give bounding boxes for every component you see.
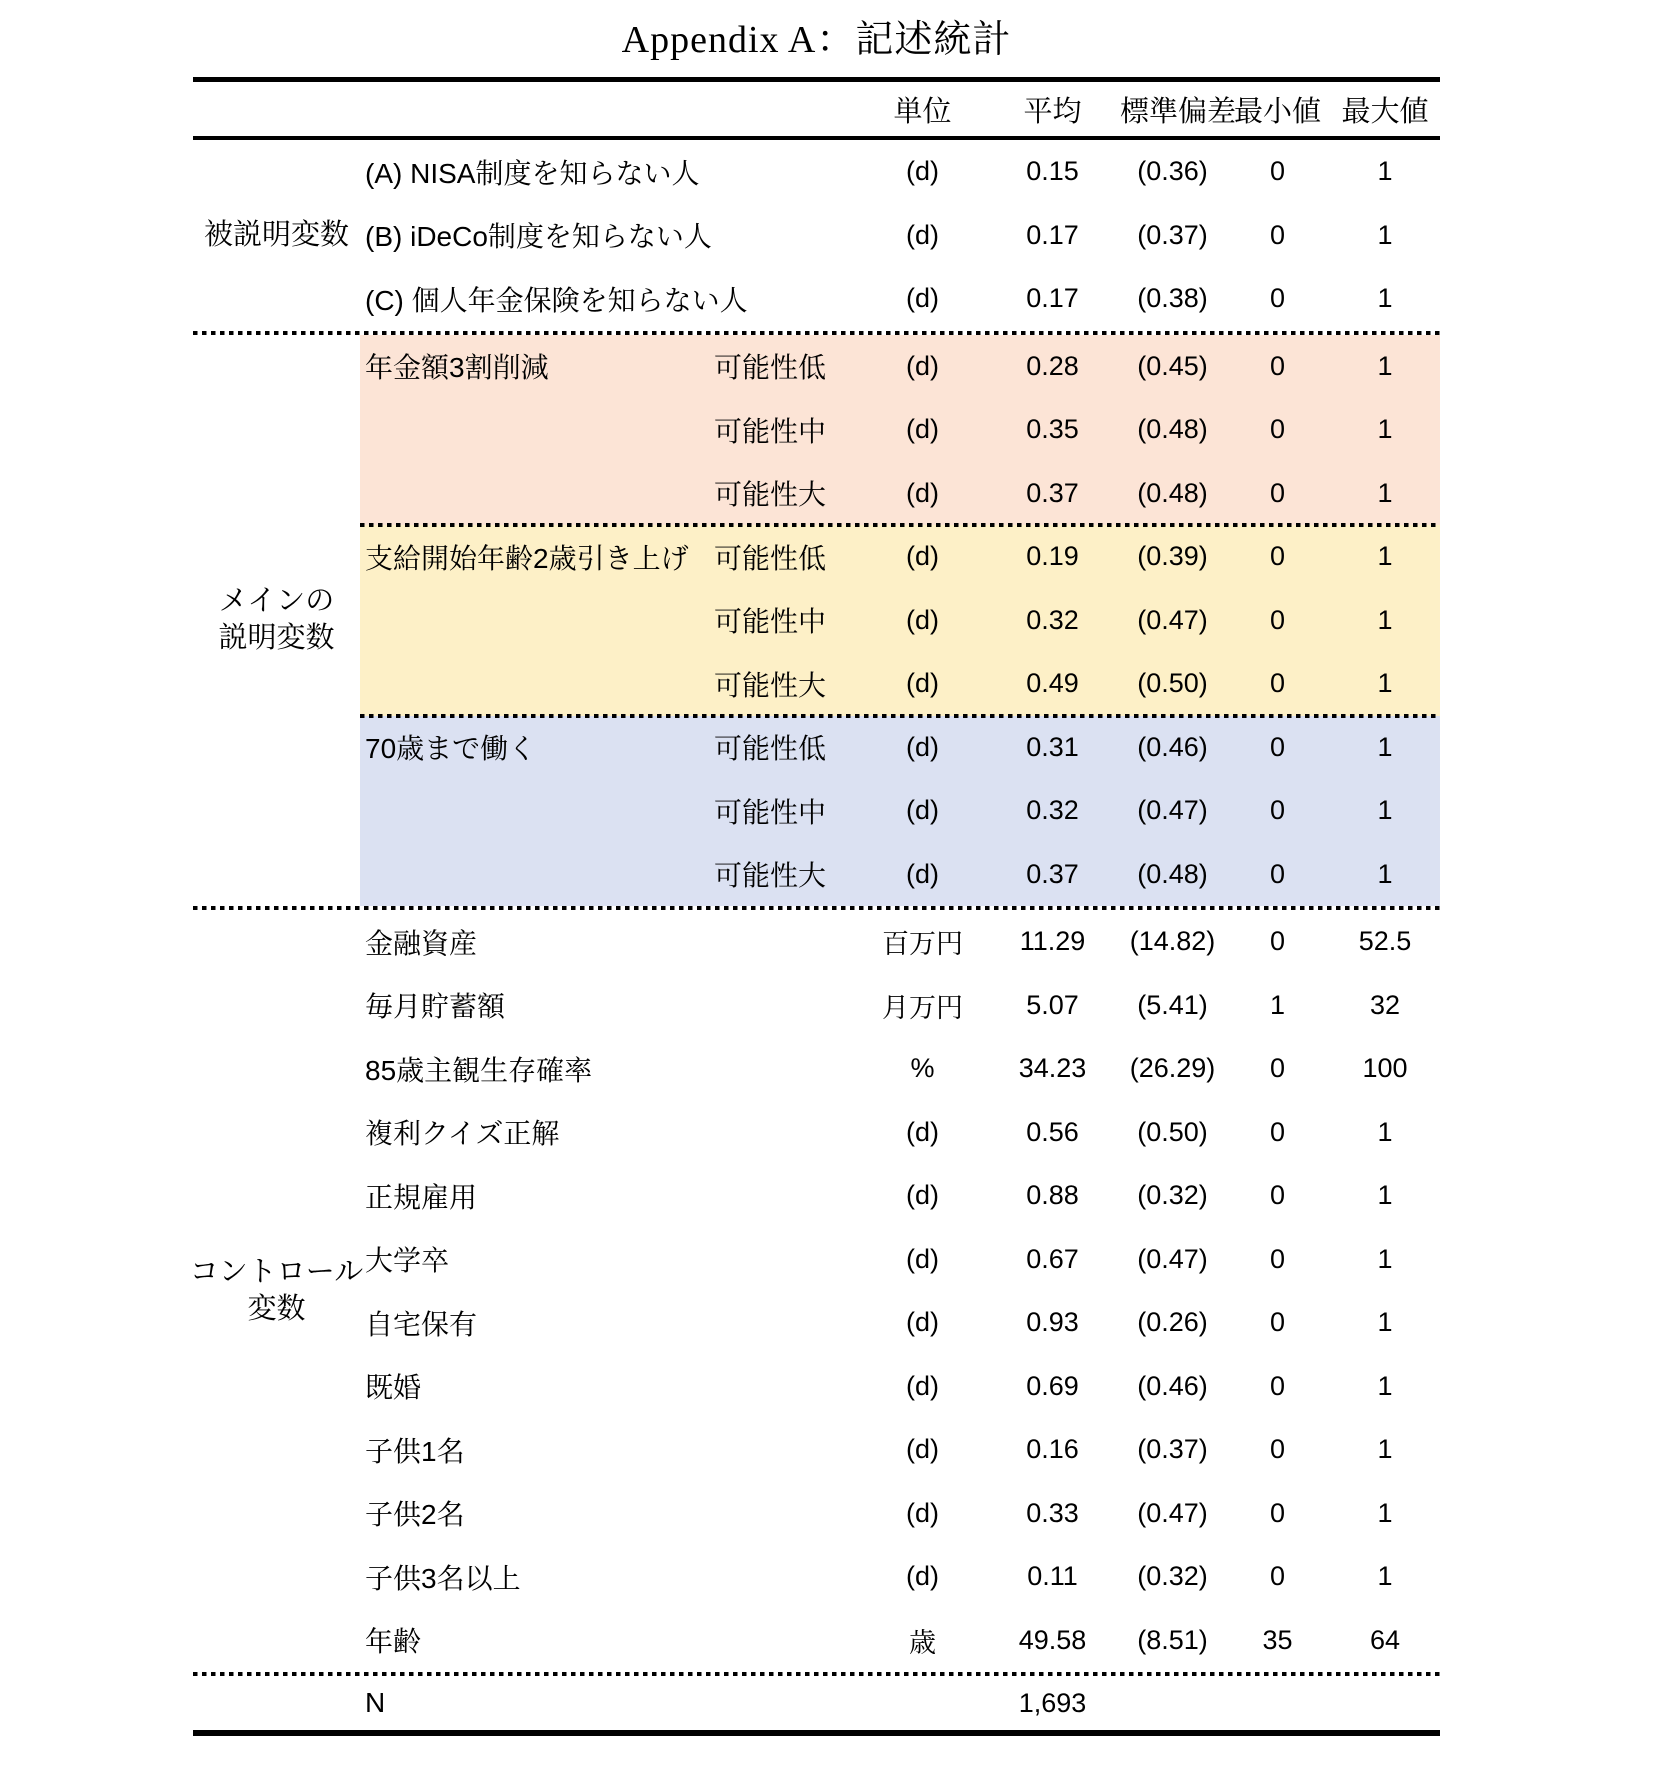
min-value: 0 <box>1269 219 1286 250</box>
mean-value: 5.07 <box>1026 989 1079 1020</box>
max-value: 1 <box>1377 156 1393 187</box>
table-row <box>360 1164 1440 1228</box>
unit-value: (d) <box>906 1434 939 1465</box>
variable-name: 複利クイズ正解 <box>365 1118 560 1150</box>
table-row <box>360 1037 1440 1101</box>
mean-value: 0.32 <box>1026 795 1079 826</box>
mean-value: 0.17 <box>1026 219 1079 250</box>
max-value: 1 <box>1377 668 1393 699</box>
sd-value: (0.37) <box>1137 1434 1208 1465</box>
main-explanatory-rows <box>360 335 1440 907</box>
sd-value: (0.47) <box>1137 795 1208 826</box>
min-value: 0 <box>1269 541 1286 572</box>
table-row <box>360 1482 1440 1546</box>
col-header-unit: 単位 <box>893 95 952 128</box>
variable-name: 金融資産 <box>365 927 478 959</box>
min-value: 0 <box>1269 731 1286 762</box>
max-value: 1 <box>1377 1561 1393 1592</box>
likelihood-label: 可能性大 <box>714 479 827 511</box>
sd-value: (0.50) <box>1137 1116 1208 1147</box>
min-value: 0 <box>1269 156 1286 187</box>
group-label-dependent-variables <box>193 140 360 331</box>
unit-value: (d) <box>906 1497 939 1528</box>
variable-name: 85歳主観生存確率 <box>365 1054 593 1086</box>
min-value: 0 <box>1269 1053 1286 1084</box>
section-control-variables <box>189 910 1440 1672</box>
mean-value: 0.17 <box>1026 283 1079 314</box>
min-value: 0 <box>1269 795 1286 826</box>
max-value: 1 <box>1377 350 1393 381</box>
unit-value: (d) <box>906 731 939 762</box>
group-label-main-explanatory <box>193 335 360 907</box>
highlight-block-blue <box>360 716 1440 907</box>
mean-value: 49.58 <box>1018 1624 1087 1655</box>
min-value: 0 <box>1269 926 1286 957</box>
variable-name: 自宅保有 <box>365 1308 478 1340</box>
table-row <box>360 716 1440 780</box>
sd-value: (0.46) <box>1137 1370 1208 1401</box>
unit-value: (d) <box>906 219 939 250</box>
max-value: 1 <box>1377 1307 1393 1338</box>
variable-name: 子供3名以上 <box>365 1562 521 1594</box>
unit-value: (d) <box>906 1370 939 1401</box>
min-value: 0 <box>1269 1497 1286 1528</box>
table-row <box>360 462 1440 526</box>
section-dependent-variables <box>193 140 1440 331</box>
max-value: 1 <box>1377 283 1393 314</box>
likelihood-label: 可能性中 <box>714 415 827 447</box>
variable-name: 子供2名 <box>365 1499 465 1531</box>
table-row <box>360 267 1440 331</box>
max-value: 64 <box>1369 1624 1401 1655</box>
dependent-variable-rows <box>360 140 1440 331</box>
likelihood-label: 可能性中 <box>714 606 827 638</box>
sample-size-label: N <box>365 1687 386 1718</box>
min-value: 0 <box>1269 1243 1286 1274</box>
col-header-sd: 標準偏差 <box>1120 95 1237 128</box>
max-value: 1 <box>1377 1370 1393 1401</box>
variable-name: (C) 個人年金保険を知らない人 <box>365 284 748 316</box>
sd-value: (0.48) <box>1137 858 1208 889</box>
unit-value: (d) <box>906 283 939 314</box>
max-value: 1 <box>1377 731 1393 762</box>
max-value: 1 <box>1377 219 1393 250</box>
max-value: 1 <box>1377 1116 1393 1147</box>
group-label-text-line2: 説明変数 <box>218 622 335 655</box>
unit-value: (d) <box>906 477 939 508</box>
unit-value: (d) <box>906 604 939 635</box>
unit-value: 歳 <box>909 1627 936 1658</box>
min-value: 0 <box>1269 414 1286 445</box>
max-value: 1 <box>1377 541 1393 572</box>
variable-name: 既婚 <box>365 1372 422 1404</box>
unit-value: (d) <box>906 795 939 826</box>
mean-value: 0.11 <box>1027 1561 1078 1592</box>
unit-value: (d) <box>906 858 939 889</box>
min-value: 0 <box>1269 477 1286 508</box>
mean-value: 0.37 <box>1026 477 1079 508</box>
group-label-text: 被説明変数 <box>203 218 349 251</box>
table-row <box>360 335 1440 399</box>
col-header-max: 最大値 <box>1341 95 1429 128</box>
max-value: 1 <box>1377 795 1393 826</box>
table-row <box>360 1545 1440 1609</box>
sd-value: (5.41) <box>1137 989 1208 1020</box>
mean-value: 0.56 <box>1026 1116 1079 1147</box>
mean-value: 0.37 <box>1026 858 1079 889</box>
variable-name: 年金額3割削減 <box>365 352 549 384</box>
table-row <box>360 1101 1440 1165</box>
group-label-control-variables <box>189 910 364 1672</box>
mean-value: 11.29 <box>1019 926 1086 957</box>
sd-value: (0.46) <box>1137 731 1208 762</box>
variable-name: 年齢 <box>365 1626 422 1658</box>
sd-value: (0.39) <box>1137 541 1208 572</box>
mean-value: 0.69 <box>1026 1370 1079 1401</box>
sd-value: (0.26) <box>1137 1307 1208 1338</box>
sd-value: (0.48) <box>1137 414 1208 445</box>
mean-value: 0.33 <box>1026 1497 1079 1528</box>
min-value: 0 <box>1269 858 1286 889</box>
unit-value: (d) <box>906 414 939 445</box>
table-row <box>360 652 1440 716</box>
table-row <box>360 525 1440 589</box>
max-value: 1 <box>1377 1243 1393 1274</box>
control-variable-rows <box>360 910 1440 1672</box>
unit-value: % <box>910 1053 935 1084</box>
sd-value: (0.38) <box>1137 283 1208 314</box>
min-value: 0 <box>1269 283 1286 314</box>
highlight-block-yellow <box>360 525 1440 716</box>
min-value: 0 <box>1269 1116 1286 1147</box>
table-row <box>360 843 1440 907</box>
unit-value: (d) <box>906 1307 939 1338</box>
sd-value: (26.29) <box>1129 1053 1216 1084</box>
sd-value: (0.50) <box>1137 668 1208 699</box>
sd-value: (0.36) <box>1137 156 1208 187</box>
likelihood-label: 可能性低 <box>714 352 827 384</box>
unit-value: 百万円 <box>882 929 963 960</box>
max-value: 52.5 <box>1358 926 1412 957</box>
mean-value: 0.19 <box>1026 541 1079 572</box>
max-value: 1 <box>1377 604 1393 635</box>
likelihood-label: 可能性低 <box>714 733 827 765</box>
sd-value: (0.45) <box>1137 350 1208 381</box>
mean-value: 0.49 <box>1026 668 1079 699</box>
min-value: 0 <box>1269 1307 1286 1338</box>
table-row <box>360 1291 1440 1355</box>
mean-value: 34.23 <box>1018 1053 1087 1084</box>
min-value: 0 <box>1269 1370 1286 1401</box>
sample-size-row <box>193 1676 1440 1730</box>
sample-size-value: 1,693 <box>1018 1687 1087 1718</box>
table-row <box>360 398 1440 462</box>
table-row <box>360 779 1440 843</box>
min-value: 35 <box>1262 1624 1293 1655</box>
sd-value: (0.48) <box>1137 477 1208 508</box>
unit-value: (d) <box>906 350 939 381</box>
variable-name: 子供1名 <box>365 1435 465 1467</box>
mean-value: 0.31 <box>1026 731 1079 762</box>
unit-value: 月万円 <box>882 992 963 1023</box>
col-header-min: 最小値 <box>1233 95 1321 128</box>
mean-value: 0.35 <box>1026 414 1079 445</box>
max-value: 100 <box>1362 1053 1408 1084</box>
table-header-row <box>193 82 1440 140</box>
max-value: 1 <box>1377 1180 1393 1211</box>
mean-value: 0.16 <box>1026 1434 1079 1465</box>
variable-name: 大学卒 <box>365 1245 450 1277</box>
max-value: 32 <box>1369 989 1401 1020</box>
mean-value: 0.88 <box>1026 1180 1079 1211</box>
unit-value: (d) <box>906 1116 939 1147</box>
col-header-mean: 平均 <box>1023 95 1082 128</box>
min-value: 0 <box>1269 668 1286 699</box>
mean-value: 0.93 <box>1026 1307 1079 1338</box>
variable-name: (B) iDeCo制度を知らない人 <box>365 221 712 253</box>
table-row <box>360 589 1440 653</box>
variable-name: 毎月貯蓄額 <box>365 991 506 1023</box>
max-value: 1 <box>1377 1497 1393 1528</box>
sd-value: (0.32) <box>1137 1561 1208 1592</box>
group-label-text-line2: 変数 <box>247 1293 306 1325</box>
likelihood-label: 可能性中 <box>714 796 827 828</box>
min-value: 0 <box>1269 350 1286 381</box>
table-row <box>360 1355 1440 1419</box>
min-value: 0 <box>1269 1434 1286 1465</box>
highlight-block-pink <box>360 335 1440 526</box>
likelihood-label: 可能性大 <box>714 669 827 701</box>
unit-value: (d) <box>906 1561 939 1592</box>
mean-value: 0.15 <box>1026 156 1079 187</box>
table-row <box>360 1228 1440 1292</box>
sd-value: (8.51) <box>1137 1624 1208 1655</box>
table-row <box>360 974 1440 1038</box>
max-value: 1 <box>1377 858 1393 889</box>
table-row <box>360 140 1440 204</box>
mean-value: 0.28 <box>1026 350 1079 381</box>
min-value: 1 <box>1269 989 1286 1020</box>
table-row <box>360 204 1440 268</box>
sd-value: (0.47) <box>1137 604 1208 635</box>
unit-value: (d) <box>906 1243 939 1274</box>
group-label-text-line1: メインの <box>218 585 335 618</box>
section-main-explanatory-variables <box>193 335 1440 907</box>
min-value: 0 <box>1269 1561 1286 1592</box>
table-row <box>360 910 1440 974</box>
min-value: 0 <box>1269 1180 1286 1211</box>
variable-name: 支給開始年齢2歳引き上げ <box>365 542 689 574</box>
sd-value: (0.32) <box>1137 1180 1208 1211</box>
likelihood-label: 可能性低 <box>714 542 827 574</box>
variable-name: 70歳まで働く <box>365 733 537 765</box>
page-title: Appendix A：記述統計 <box>621 19 1012 61</box>
sd-value: (0.47) <box>1137 1243 1208 1274</box>
max-value: 1 <box>1377 414 1393 445</box>
max-value: 1 <box>1377 1434 1393 1465</box>
mean-value: 0.67 <box>1026 1243 1079 1274</box>
sd-value: (14.82) <box>1129 926 1216 957</box>
unit-value: (d) <box>906 156 939 187</box>
sd-value: (0.37) <box>1137 219 1208 250</box>
unit-value: (d) <box>906 668 939 699</box>
likelihood-label: 可能性大 <box>714 860 827 892</box>
max-value: 1 <box>1377 477 1393 508</box>
table-row <box>360 1418 1440 1482</box>
mean-value: 0.32 <box>1026 604 1079 635</box>
min-value: 0 <box>1269 604 1286 635</box>
unit-value: (d) <box>906 541 939 572</box>
table-row <box>360 1609 1440 1673</box>
unit-value: (d) <box>906 1180 939 1211</box>
variable-name: (A) NISA制度を知らない人 <box>365 157 700 189</box>
group-label-text-line1: コントロール <box>189 1256 364 1288</box>
descriptive-stats-table <box>189 77 1440 1736</box>
sd-value: (0.47) <box>1137 1497 1208 1528</box>
variable-name: 正規雇用 <box>365 1181 478 1213</box>
